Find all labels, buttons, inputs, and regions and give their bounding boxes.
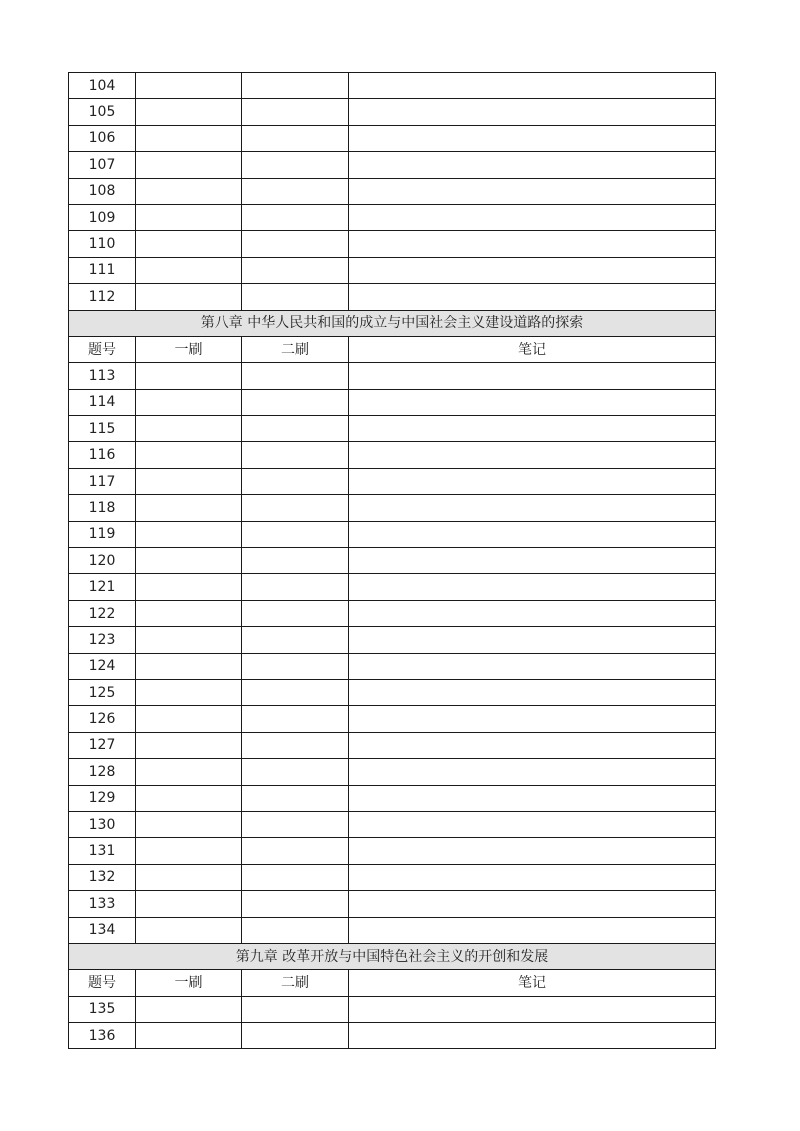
question-number: 108	[69, 178, 136, 204]
second-pass-cell[interactable]	[242, 891, 349, 917]
table-row	[69, 838, 716, 864]
notes-cell[interactable]	[349, 679, 716, 705]
second-pass-cell[interactable]	[242, 811, 349, 837]
first-pass-cell[interactable]	[136, 1023, 242, 1049]
table-row	[69, 521, 716, 547]
notes-cell[interactable]	[349, 838, 716, 864]
question-number: 116	[69, 442, 136, 468]
second-pass-cell[interactable]	[242, 706, 349, 732]
first-pass-cell[interactable]	[136, 521, 242, 547]
table-row	[69, 706, 716, 732]
table-row	[69, 495, 716, 521]
notes-cell[interactable]	[349, 152, 716, 178]
second-pass-cell[interactable]	[242, 627, 349, 653]
notes-cell[interactable]	[349, 468, 716, 494]
question-number: 114	[69, 389, 136, 415]
question-number: 119	[69, 521, 136, 547]
table-row	[69, 548, 716, 574]
table-row	[69, 653, 716, 679]
table-row	[69, 627, 716, 653]
header-question-number: 题号	[69, 970, 136, 996]
table-row	[69, 468, 716, 494]
table-row	[69, 891, 716, 917]
notes-cell[interactable]	[349, 574, 716, 600]
notes-cell[interactable]	[349, 811, 716, 837]
first-pass-cell[interactable]	[136, 917, 242, 943]
table-row	[69, 152, 716, 178]
question-number: 133	[69, 891, 136, 917]
first-pass-cell[interactable]	[136, 442, 242, 468]
second-pass-cell[interactable]	[242, 231, 349, 257]
notes-cell[interactable]	[349, 99, 716, 125]
question-number: 134	[69, 917, 136, 943]
question-number: 127	[69, 732, 136, 758]
notes-cell[interactable]	[349, 389, 716, 415]
question-number: 125	[69, 679, 136, 705]
question-number: 109	[69, 204, 136, 230]
second-pass-cell[interactable]	[242, 653, 349, 679]
question-number: 135	[69, 996, 136, 1022]
table-body	[69, 73, 716, 1049]
notes-cell[interactable]	[349, 759, 716, 785]
table-row	[69, 917, 716, 943]
table-row	[69, 442, 716, 468]
table-row	[69, 759, 716, 785]
first-pass-cell[interactable]	[136, 495, 242, 521]
header-notes: 笔记	[349, 970, 716, 996]
table-row	[69, 996, 716, 1022]
second-pass-cell[interactable]	[242, 759, 349, 785]
header-first-pass: 一刷	[136, 336, 242, 362]
second-pass-cell[interactable]	[242, 600, 349, 626]
first-pass-cell[interactable]	[136, 785, 242, 811]
chapter-title-row	[69, 943, 716, 969]
question-number: 118	[69, 495, 136, 521]
question-number: 111	[69, 257, 136, 283]
second-pass-cell[interactable]	[242, 917, 349, 943]
first-pass-cell[interactable]	[136, 389, 242, 415]
table-row	[69, 811, 716, 837]
second-pass-cell[interactable]	[242, 838, 349, 864]
question-number: 120	[69, 548, 136, 574]
notes-cell[interactable]	[349, 600, 716, 626]
second-pass-cell[interactable]	[242, 521, 349, 547]
second-pass-cell[interactable]	[242, 495, 349, 521]
notes-cell[interactable]	[349, 495, 716, 521]
notes-cell[interactable]	[349, 891, 716, 917]
notes-cell[interactable]	[349, 627, 716, 653]
first-pass-cell[interactable]	[136, 600, 242, 626]
header-second-pass: 二刷	[242, 970, 349, 996]
chapter-title: 第八章 中华人民共和国的成立与中国社会主义建设道路的探索	[69, 310, 716, 336]
first-pass-cell[interactable]	[136, 759, 242, 785]
notes-cell[interactable]	[349, 653, 716, 679]
first-pass-cell[interactable]	[136, 99, 242, 125]
first-pass-cell[interactable]	[136, 548, 242, 574]
notes-cell[interactable]	[349, 917, 716, 943]
table-row	[69, 732, 716, 758]
table-row	[69, 284, 716, 310]
first-pass-cell[interactable]	[136, 838, 242, 864]
second-pass-cell[interactable]	[242, 732, 349, 758]
second-pass-cell[interactable]	[242, 864, 349, 890]
question-number: 112	[69, 284, 136, 310]
second-pass-cell[interactable]	[242, 257, 349, 283]
header-second-pass: 二刷	[242, 336, 349, 362]
first-pass-cell[interactable]	[136, 653, 242, 679]
second-pass-cell[interactable]	[242, 363, 349, 389]
question-number: 107	[69, 152, 136, 178]
question-number: 106	[69, 125, 136, 151]
first-pass-cell[interactable]	[136, 732, 242, 758]
second-pass-cell[interactable]	[242, 468, 349, 494]
question-number: 123	[69, 627, 136, 653]
first-pass-cell[interactable]	[136, 996, 242, 1022]
question-number: 110	[69, 231, 136, 257]
second-pass-cell[interactable]	[242, 785, 349, 811]
second-pass-cell[interactable]	[242, 548, 349, 574]
table-row	[69, 73, 716, 99]
notes-cell[interactable]	[349, 231, 716, 257]
notes-cell[interactable]	[349, 442, 716, 468]
table-row	[69, 363, 716, 389]
table-row	[69, 679, 716, 705]
first-pass-cell[interactable]	[136, 864, 242, 890]
question-number: 136	[69, 1023, 136, 1049]
question-number: 130	[69, 811, 136, 837]
first-pass-cell[interactable]	[136, 627, 242, 653]
second-pass-cell[interactable]	[242, 125, 349, 151]
table-row	[69, 125, 716, 151]
header-notes: 笔记	[349, 336, 716, 362]
notes-cell[interactable]	[349, 204, 716, 230]
table-row	[69, 600, 716, 626]
notes-cell[interactable]	[349, 416, 716, 442]
second-pass-cell[interactable]	[242, 1023, 349, 1049]
column-header-row	[69, 336, 716, 362]
question-number: 131	[69, 838, 136, 864]
table-row	[69, 99, 716, 125]
notes-cell[interactable]	[349, 996, 716, 1022]
second-pass-cell[interactable]	[242, 389, 349, 415]
first-pass-cell[interactable]	[136, 125, 242, 151]
question-number: 113	[69, 363, 136, 389]
review-tracker-table	[68, 72, 716, 1049]
second-pass-cell[interactable]	[242, 679, 349, 705]
question-number: 104	[69, 73, 136, 99]
table-row	[69, 864, 716, 890]
table-row	[69, 416, 716, 442]
first-pass-cell[interactable]	[136, 178, 242, 204]
first-pass-cell[interactable]	[136, 73, 242, 99]
notes-cell[interactable]	[349, 521, 716, 547]
header-first-pass: 一刷	[136, 970, 242, 996]
notes-cell[interactable]	[349, 257, 716, 283]
first-pass-cell[interactable]	[136, 284, 242, 310]
second-pass-cell[interactable]	[242, 442, 349, 468]
question-number: 121	[69, 574, 136, 600]
first-pass-cell[interactable]	[136, 574, 242, 600]
notes-cell[interactable]	[349, 1023, 716, 1049]
notes-cell[interactable]	[349, 864, 716, 890]
question-number: 128	[69, 759, 136, 785]
table-row	[69, 257, 716, 283]
first-pass-cell[interactable]	[136, 231, 242, 257]
first-pass-cell[interactable]	[136, 416, 242, 442]
question-number: 124	[69, 653, 136, 679]
notes-cell[interactable]	[349, 706, 716, 732]
header-question-number: 题号	[69, 336, 136, 362]
question-number: 126	[69, 706, 136, 732]
first-pass-cell[interactable]	[136, 363, 242, 389]
second-pass-cell[interactable]	[242, 284, 349, 310]
second-pass-cell[interactable]	[242, 99, 349, 125]
second-pass-cell[interactable]	[242, 574, 349, 600]
second-pass-cell[interactable]	[242, 204, 349, 230]
table-row	[69, 389, 716, 415]
question-number: 117	[69, 468, 136, 494]
first-pass-cell[interactable]	[136, 468, 242, 494]
first-pass-cell[interactable]	[136, 891, 242, 917]
second-pass-cell[interactable]	[242, 996, 349, 1022]
question-number: 129	[69, 785, 136, 811]
notes-cell[interactable]	[349, 548, 716, 574]
notes-cell[interactable]	[349, 284, 716, 310]
second-pass-cell[interactable]	[242, 152, 349, 178]
second-pass-cell[interactable]	[242, 178, 349, 204]
question-number: 122	[69, 600, 136, 626]
first-pass-cell[interactable]	[136, 706, 242, 732]
chapter-title-row	[69, 310, 716, 336]
second-pass-cell[interactable]	[242, 416, 349, 442]
notes-cell[interactable]	[349, 125, 716, 151]
column-header-row	[69, 970, 716, 996]
table-row	[69, 1023, 716, 1049]
notes-cell[interactable]	[349, 73, 716, 99]
first-pass-cell[interactable]	[136, 811, 242, 837]
first-pass-cell[interactable]	[136, 152, 242, 178]
first-pass-cell[interactable]	[136, 679, 242, 705]
first-pass-cell[interactable]	[136, 257, 242, 283]
table-row	[69, 574, 716, 600]
first-pass-cell[interactable]	[136, 204, 242, 230]
table-row	[69, 204, 716, 230]
notes-cell[interactable]	[349, 178, 716, 204]
second-pass-cell[interactable]	[242, 73, 349, 99]
question-number: 105	[69, 99, 136, 125]
notes-cell[interactable]	[349, 785, 716, 811]
table-row	[69, 231, 716, 257]
question-number: 115	[69, 416, 136, 442]
question-number: 132	[69, 864, 136, 890]
chapter-title: 第九章 改革开放与中国特色社会主义的开创和发展	[69, 943, 716, 969]
notes-cell[interactable]	[349, 363, 716, 389]
table-row	[69, 178, 716, 204]
table-row	[69, 785, 716, 811]
notes-cell[interactable]	[349, 732, 716, 758]
